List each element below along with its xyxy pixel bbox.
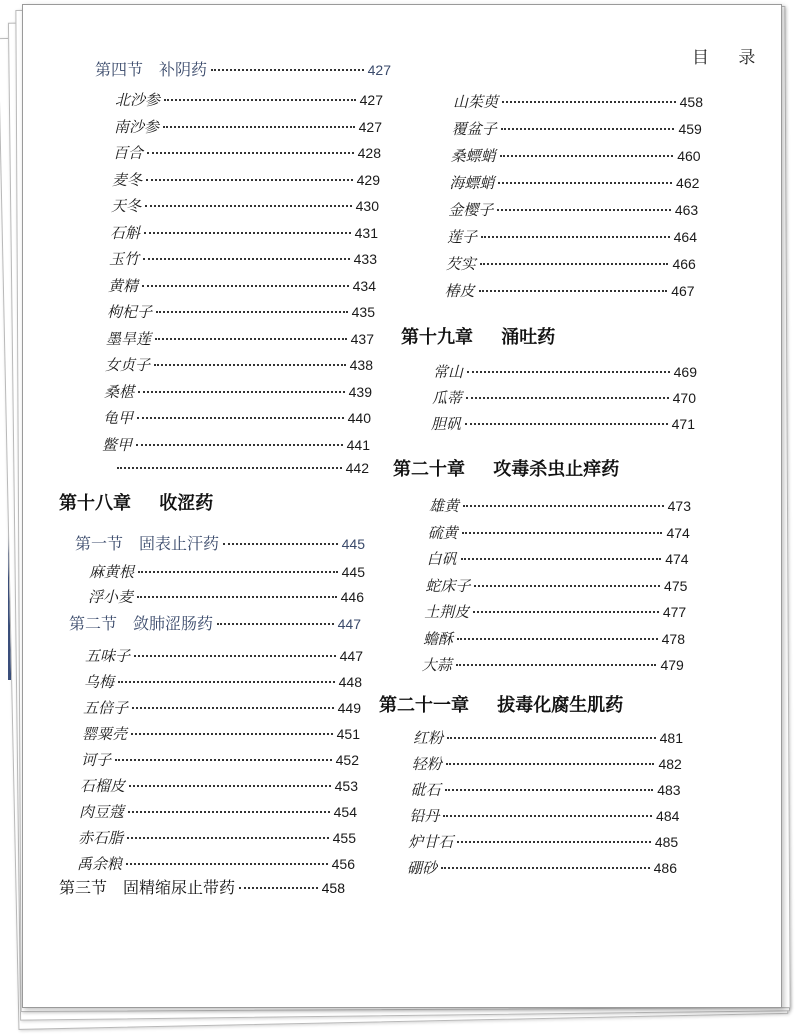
page-number: 440: [347, 410, 371, 426]
entry-name: 禹余粮: [77, 855, 123, 873]
toc-entry[interactable]: [89, 561, 365, 582]
page-number: 478: [661, 630, 685, 647]
page-number: 454: [333, 804, 357, 820]
dot-leader: [502, 101, 676, 103]
page-number: 474: [666, 524, 690, 541]
toc-section-3[interactable]: [59, 875, 345, 898]
entry-name: 麻黄根: [89, 563, 135, 581]
toc-entry[interactable]: [77, 853, 355, 874]
section-number: 第四节: [95, 60, 144, 79]
dot-leader: [473, 611, 659, 613]
section-number: 第二节: [69, 614, 118, 633]
dot-leader: [132, 707, 334, 709]
dot-leader: [144, 232, 351, 234]
dot-leader: [134, 655, 336, 657]
chapter-number: 第十八章: [59, 493, 131, 514]
entry-name: 椿皮: [444, 282, 475, 300]
dot-leader: [474, 585, 660, 587]
page-number: 448: [338, 674, 362, 690]
toc-entry[interactable]: [408, 831, 678, 852]
page-number: 434: [352, 277, 376, 294]
entry-name: 金樱子: [448, 201, 494, 219]
entry-name: 浮小麦: [88, 588, 134, 606]
toc-entry[interactable]: [106, 328, 374, 349]
dot-leader: [479, 290, 668, 292]
dot-leader: [467, 371, 670, 373]
page-number: 479: [660, 657, 684, 673]
toc-entry[interactable]: [409, 805, 679, 826]
toc-entry[interactable]: [102, 434, 370, 455]
toc-entry[interactable]: [445, 280, 695, 301]
toc-entry[interactable]: [422, 654, 684, 675]
entry-name: 瓜蒂: [432, 389, 463, 407]
dot-leader: [146, 179, 353, 181]
page-number: 470: [672, 390, 696, 406]
chapter-title: 拔毒化腐生肌药: [497, 695, 624, 716]
dot-leader: [457, 638, 658, 640]
page-number: 485: [654, 834, 679, 850]
toc-entry[interactable]: [451, 145, 701, 166]
toc-entry[interactable]: [104, 381, 372, 402]
entry-name: 北沙参: [115, 91, 161, 109]
page-number: 458: [321, 880, 345, 896]
page-number: 435: [351, 304, 375, 320]
entry-name: 石斛: [110, 223, 141, 242]
entry-name: 海螵蛸: [449, 174, 495, 192]
entry-name: 五倍子: [83, 699, 129, 717]
entry-name: 枸杞子: [107, 303, 153, 321]
page-number: 477: [662, 604, 687, 620]
entry-name: 赤石脂: [78, 829, 124, 847]
section-title: 固表止汗药: [139, 534, 220, 553]
dot-leader: [497, 209, 671, 211]
entry-name: 常山: [433, 363, 464, 381]
entry-name: 蟾酥: [423, 629, 454, 648]
dot-leader: [142, 285, 349, 287]
toc-entry[interactable]: [429, 495, 691, 516]
toc-entry[interactable]: [453, 91, 703, 112]
toc-entry[interactable]: [448, 199, 698, 220]
toc-entry[interactable]: [80, 775, 358, 796]
dot-leader: [443, 815, 652, 817]
chapter-title: 涌吐药: [501, 327, 556, 348]
entry-name: 莲子: [447, 228, 478, 246]
page-number: 456: [331, 856, 355, 872]
page-number: 462: [676, 175, 700, 191]
dot-leader: [498, 182, 672, 184]
page-number: 455: [332, 830, 356, 846]
toc-entry[interactable]: [411, 779, 681, 800]
section-title: 固精缩尿止带药: [123, 878, 236, 897]
dot-leader: [143, 258, 350, 260]
dot-leader: [163, 126, 355, 128]
page-number: 437: [350, 330, 374, 347]
entry-name: 山茱萸: [453, 93, 499, 111]
entry-name: 铅丹: [409, 807, 440, 825]
dot-leader: [145, 205, 352, 207]
toc-entry[interactable]: [103, 407, 371, 428]
toc-entry[interactable]: [449, 172, 699, 193]
entry-name: 蛇床子: [425, 576, 471, 595]
toc-section-1[interactable]: [75, 531, 365, 554]
dot-leader: [155, 338, 347, 340]
entry-name: 五味子: [85, 647, 131, 665]
section-number: 第一节: [75, 534, 124, 553]
toc-chapter-21[interactable]: [379, 691, 623, 717]
toc-chapter-18[interactable]: [59, 489, 213, 515]
page-number: 469: [673, 364, 697, 380]
toc-entry[interactable]: [83, 697, 361, 718]
toc-entry[interactable]: [88, 586, 364, 607]
toc-entry[interactable]: [113, 460, 369, 476]
entry-name: 桑椹: [104, 382, 135, 401]
toc-entry[interactable]: [105, 354, 373, 375]
dot-leader: [138, 571, 338, 573]
dot-leader: [131, 733, 333, 735]
dot-leader: [129, 785, 331, 787]
toc-entry[interactable]: [425, 575, 687, 596]
dot-leader: [126, 863, 328, 865]
page-number: 467: [671, 283, 695, 299]
dot-leader: [461, 558, 662, 560]
page-number: 446: [340, 589, 364, 605]
toc-entry[interactable]: [78, 827, 356, 848]
chapter-number: 第二十一章: [379, 695, 469, 716]
page-number: 438: [349, 357, 373, 373]
toc-entry[interactable]: [413, 727, 683, 748]
page-number: 433: [353, 251, 377, 267]
toc-entry[interactable]: [113, 142, 381, 163]
page-number: 427: [367, 62, 391, 78]
dot-leader: [480, 263, 669, 265]
page-number: 431: [354, 224, 378, 241]
page-number: 481: [659, 730, 683, 746]
dot-leader: [147, 152, 354, 154]
entry-name: 鳖甲: [102, 435, 133, 454]
dot-leader: [441, 867, 650, 869]
dot-leader: [466, 397, 669, 399]
page-number: 474: [665, 551, 689, 567]
entry-name: 麦冬: [112, 170, 143, 189]
toc-entry[interactable]: [423, 628, 685, 649]
page-number: 442: [345, 460, 369, 476]
toc-entry[interactable]: [110, 222, 378, 243]
entry-name: 白矾: [426, 550, 457, 568]
page-number: 460: [677, 148, 701, 164]
page-number: 486: [653, 860, 677, 876]
chapter-title: 攻毒杀虫止痒药: [493, 459, 620, 480]
toc-entry[interactable]: [428, 522, 690, 543]
page-number: 427: [359, 92, 383, 108]
toc-section-2[interactable]: [69, 611, 361, 634]
dot-leader: [445, 789, 654, 791]
toc-chapter-20[interactable]: [393, 455, 619, 481]
dot-leader: [465, 423, 668, 425]
entry-name: 石榴皮: [80, 777, 126, 795]
entry-name: 女贞子: [105, 356, 151, 374]
toc-entry[interactable]: [112, 169, 380, 190]
entry-name: 炉甘石: [408, 833, 454, 851]
toc-entry[interactable]: [446, 253, 696, 274]
dot-leader: [217, 623, 334, 625]
dot-leader: [239, 887, 318, 889]
dot-leader: [447, 737, 656, 739]
entry-name: 桑螵蛸: [450, 147, 496, 165]
section-title: 补阴药: [159, 60, 208, 79]
toc-entry[interactable]: [107, 301, 375, 322]
toc-entry[interactable]: [79, 801, 357, 822]
dot-leader: [156, 311, 348, 313]
dot-leader: [164, 99, 356, 101]
toc-page: [22, 4, 782, 1008]
entry-name: 诃子: [81, 751, 112, 769]
dot-leader: [481, 236, 670, 238]
toc-entry[interactable]: [85, 645, 363, 666]
entry-name: 雄黄: [429, 497, 460, 515]
dot-leader: [456, 664, 657, 666]
page-header: 目 录: [692, 48, 768, 68]
section-title: 敛肺涩肠药: [133, 614, 214, 633]
dot-leader: [136, 444, 343, 446]
toc-entry[interactable]: [115, 89, 383, 110]
dot-leader: [115, 759, 332, 761]
dot-leader: [127, 837, 329, 839]
toc-entry[interactable]: [81, 749, 359, 770]
page-number: 484: [656, 808, 680, 824]
dot-leader: [500, 155, 674, 157]
page-number: 447: [339, 648, 363, 664]
entry-name: 墨旱莲: [106, 329, 152, 348]
page-number: 466: [672, 256, 696, 272]
toc-entry[interactable]: [452, 118, 702, 139]
dot-leader: [154, 364, 346, 366]
page-number: 464: [673, 229, 697, 245]
toc-entry[interactable]: [432, 387, 696, 408]
toc-entry[interactable]: [109, 248, 377, 269]
page-number: 441: [346, 436, 370, 453]
page-number: 459: [678, 121, 702, 137]
page-number: 449: [337, 700, 361, 716]
page-number: 463: [674, 202, 699, 218]
chapter-title: 收涩药: [159, 493, 214, 514]
entry-name: 黄精: [108, 276, 139, 295]
page-number: 452: [335, 752, 359, 768]
dot-leader: [223, 543, 338, 545]
dot-leader: [128, 811, 330, 813]
entry-name: 百合: [113, 144, 144, 162]
page-number: 451: [336, 726, 360, 742]
toc-entry[interactable]: [427, 548, 689, 569]
dot-leader: [457, 841, 651, 843]
dot-leader: [117, 467, 342, 469]
entry-name: 玉竹: [109, 250, 140, 268]
page-number: 445: [341, 536, 365, 552]
entry-name: 乌梅: [84, 673, 115, 691]
entry-name: 芡实: [445, 255, 476, 273]
toc-entry[interactable]: [84, 671, 362, 692]
toc-entry[interactable]: [108, 275, 376, 296]
entry-name: 覆盆子: [451, 120, 497, 138]
entry-name: 红粉: [413, 729, 444, 747]
toc-entry[interactable]: [111, 195, 379, 216]
toc-entry[interactable]: [424, 601, 686, 622]
entry-name: 罂粟壳: [82, 725, 128, 743]
chapter-number: 第二十章: [393, 459, 465, 480]
entry-name: 南沙参: [114, 117, 160, 136]
page-number: 428: [357, 145, 381, 161]
entry-name: 大蒜: [421, 656, 452, 674]
dot-leader: [118, 681, 335, 683]
section-number: 第三节: [59, 878, 108, 897]
chapter-number: 第十九章: [401, 327, 473, 348]
entry-name: 土荆皮: [424, 603, 470, 621]
toc-entry[interactable]: [82, 723, 360, 744]
page-number: 483: [657, 782, 681, 798]
entry-name: 硫黄: [427, 523, 458, 542]
page-number: 447: [337, 616, 361, 632]
page-number: 475: [664, 577, 688, 594]
page-number: 445: [341, 564, 365, 580]
page-number: 453: [334, 778, 358, 794]
page-number: 482: [658, 756, 682, 772]
page-number: 427: [358, 118, 382, 135]
dot-leader: [446, 763, 655, 765]
dot-leader: [501, 128, 675, 130]
toc-entry[interactable]: [433, 361, 697, 382]
dot-leader: [138, 391, 345, 393]
dot-leader: [137, 417, 344, 419]
toc-chapter-19[interactable]: [401, 323, 555, 349]
dot-leader: [463, 505, 664, 507]
toc-entry[interactable]: [412, 753, 682, 774]
toc-entry[interactable]: [447, 226, 697, 247]
entry-name: 肉豆蔻: [79, 803, 125, 821]
entry-name: 龟甲: [103, 409, 134, 427]
toc-entry[interactable]: [407, 857, 677, 878]
entry-name: 天冬: [111, 197, 142, 215]
dot-leader: [211, 69, 364, 71]
page-number: 430: [355, 198, 379, 214]
page-number: 473: [667, 498, 691, 514]
dot-leader: [462, 532, 663, 534]
toc-entry[interactable]: [431, 413, 695, 434]
page-number: 439: [348, 383, 372, 400]
entry-name: 砒石: [410, 781, 441, 799]
page-number: 429: [356, 171, 380, 188]
page-number: 471: [671, 416, 695, 432]
toc-entry[interactable]: [114, 116, 382, 137]
entry-name: 轻粉: [411, 755, 442, 773]
toc-section-4[interactable]: [95, 57, 391, 80]
entry-name: 胆矾: [431, 415, 462, 433]
page-number: 458: [679, 94, 703, 110]
entry-name: 硼砂: [407, 859, 438, 877]
dot-leader: [137, 596, 337, 598]
